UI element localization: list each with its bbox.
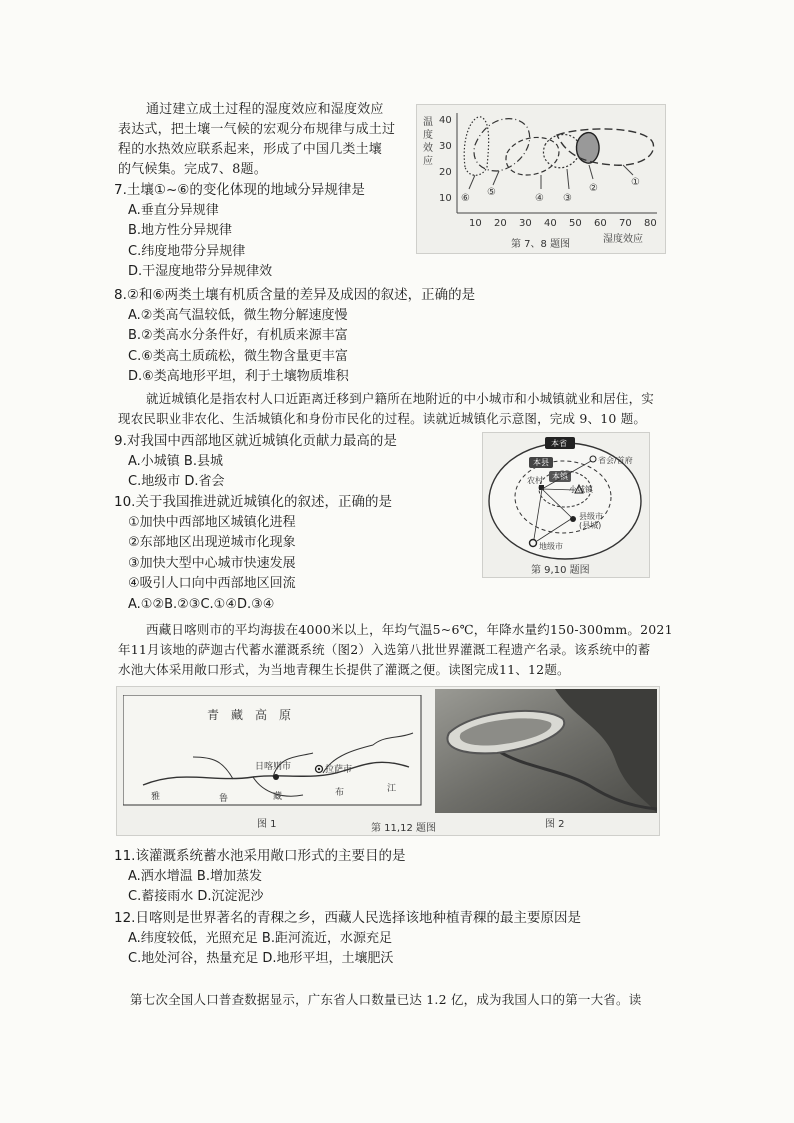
intro-9-10: [118, 389, 700, 429]
question-11: [114, 846, 674, 908]
question-10: [114, 492, 474, 615]
x-tick: 10: [469, 218, 482, 229]
question-7-stem: 7.土壤①~⑥的变化体现的地域分异规律是: [114, 182, 365, 198]
question-7-option-a[interactable]: A.垂直分异规律: [128, 202, 219, 218]
intro-7-8: [118, 100, 418, 180]
town-label: 本镇: [552, 472, 568, 481]
soil-region-3: [543, 135, 579, 168]
x-tick: 80: [644, 218, 657, 229]
figure-9-10-caption: 第 9,10 题图: [531, 565, 590, 576]
intro-9-10-line: 现农民职业非农化、生活城镇化和身份市民化的过程。读就近城镇化示意图，完成 9、10 题。: [118, 411, 647, 426]
figure-2-label: 图 2: [545, 819, 565, 830]
leader-line: [469, 175, 475, 189]
township-label: 小城镇: [569, 485, 593, 494]
leader-line: [567, 169, 569, 189]
soil-marker-3: ③: [563, 193, 572, 204]
figure-7-8: [416, 104, 666, 254]
question-11-option-ab[interactable]: A.洒水增温 B.增加蒸发: [128, 868, 262, 884]
river-char: 江: [387, 784, 397, 794]
question-12-option-cd[interactable]: C.地处河谷，热量充足 D.地形平坦，土壤肥沃: [128, 951, 394, 966]
soil-marker-5: ⑤: [487, 187, 496, 198]
question-8-option-a[interactable]: A.②类高气温较低，微生物分解速度慢: [128, 307, 348, 323]
question-7-option-b[interactable]: B.地方性分异规律: [128, 223, 233, 238]
leader-line: [493, 171, 499, 185]
soil-region-6: [464, 117, 488, 175]
shigatse-point: [273, 774, 279, 780]
question-10-options[interactable]: A.①②B.②③C.①④D.③④: [128, 596, 275, 612]
soil-region-4: [506, 137, 559, 175]
question-11-option-cd[interactable]: C.蓄接雨水 D.沉淀泥沙: [128, 889, 264, 904]
question-11-stem: 11.该灌溉系统蓄水池采用敞口形式的主要目的是: [114, 848, 406, 864]
y-tick: 20: [439, 167, 452, 178]
x-tick: 60: [594, 218, 607, 229]
intro-11-12-line: 水池大体采用敞口形式，为当地青稞生长提供了灌溉之便。读图完成11、12题。: [118, 662, 570, 677]
intro-7-8-line: 的气候集。完成7、8题。: [118, 162, 267, 177]
figure-11-12-caption: 第 11,12 题图: [371, 823, 436, 834]
soil-marker-1: ①: [631, 177, 640, 188]
figure-11-12: [116, 686, 660, 836]
x-tick: 50: [569, 218, 582, 229]
river-char: 鲁: [219, 794, 229, 804]
y-tick: 40: [439, 115, 452, 126]
intro-7-8-line: 程的水热效应联系起来，形成了中国几类土壤: [118, 142, 383, 157]
lhasa-point-center: [318, 768, 320, 770]
question-8-option-b[interactable]: B.②类高水分条件好，有机质来源丰富: [128, 328, 348, 343]
shigatse-label: 日喀则市: [255, 762, 292, 772]
y-label-char: 效: [423, 143, 433, 154]
river-char: 藏: [273, 792, 283, 802]
village-label: 农村: [527, 476, 543, 485]
question-8-option-c[interactable]: C.⑥类高土质疏松，微生物含量更丰富: [128, 348, 348, 364]
leader-line: [589, 165, 593, 179]
question-9: [114, 431, 474, 493]
soil-region-5: [474, 119, 530, 171]
question-8: [114, 285, 714, 388]
figure-1-label: 图 1: [257, 819, 277, 830]
intro-7-8-line: 通过建立成土过程的湿度效应和湿度效应: [146, 102, 384, 117]
province-label: 本省: [551, 439, 567, 448]
question-9-option-ab[interactable]: A.小城镇 B.县城: [128, 453, 223, 469]
figure-9-10: [482, 432, 650, 578]
question-10-item-3: ③加快大型中心城市快速发展: [128, 555, 296, 571]
figure-7-8-chart: [417, 105, 665, 253]
x-tick: 30: [519, 218, 532, 229]
y-label-char: 度: [423, 130, 433, 141]
question-9-stem: 9.对我国中西部地区就近城镇化贡献力最高的是: [114, 433, 397, 449]
figure-9-10-diagram: [483, 433, 649, 577]
county-label: 本县: [533, 458, 549, 467]
question-12: [114, 908, 714, 970]
intro-11-12-line: 西藏日喀则市的平均海拔在4000米以上，年均气温5~6℃，年降水量约150-300mm。2021: [146, 622, 673, 637]
x-axis-label: 湿度效应: [603, 234, 643, 245]
question-7: [114, 180, 414, 283]
photo-figure-2: [435, 689, 657, 813]
soil-marker-6: ⑥: [461, 193, 470, 204]
y-label-char: 应: [423, 156, 433, 167]
river-char: 雅: [151, 792, 161, 802]
x-tick: 20: [494, 218, 507, 229]
y-label-char: 温: [423, 117, 433, 128]
soil-marker-2: ②: [589, 183, 598, 194]
intro-9-10-line: 就近城镇化是指农村人口近距离迁移到户籍所在地附近的中小城市和小城镇就业和居住，实: [146, 391, 655, 406]
question-9-option-cd[interactable]: C.地级市 D.省会: [128, 474, 225, 489]
lhasa-label: 拉萨市: [325, 765, 353, 775]
soil-region-1: [557, 129, 654, 165]
x-tick: 70: [619, 218, 632, 229]
question-8-option-d[interactable]: D.⑥类高地形平坦，利于土壤物质堆积: [128, 369, 349, 384]
question-10-stem: 10.关于我国推进就近城镇化的叙述，正确的是: [114, 494, 392, 510]
question-10-item-4: ④吸引人口向中西部地区回流: [128, 576, 296, 591]
intro-11-12-line: 年11月该地的萨迦古代蓄水灌溉系统（图2）入选第八批世界灌溉工程遗产名录。该系统中的蓄: [118, 642, 651, 657]
next-intro-line: 第七次全国人口普查数据显示，广东省人口数量已达 1.2 亿，成为我国人口的第一大省。读: [130, 992, 642, 1007]
county-city-label: 县级市: [579, 512, 603, 521]
question-12-stem: 12.日喀则是世界著名的青稞之乡，西藏人民选择该地种植青稞的最主要原因是: [114, 910, 581, 926]
county-seat-label: (县城): [579, 521, 602, 530]
y-tick: 30: [439, 141, 452, 152]
intro-11-12: [118, 620, 708, 680]
leader-line: [623, 165, 633, 175]
capital-label: 省会/首府: [598, 456, 633, 465]
x-tick: 40: [544, 218, 557, 229]
question-10-item-1: ①加快中西部地区城镇化进程: [128, 514, 296, 530]
prefecture-label: 地级市: [539, 542, 563, 551]
plateau-label: 青 藏 高 原: [207, 708, 292, 722]
soil-marker-4: ④: [535, 193, 544, 204]
river-char: 布: [335, 788, 345, 798]
intro-7-8-line: 表达式，把土壤一气候的宏观分布规律与成土过: [118, 122, 396, 137]
figure-7-8-caption: 第 7、8 题图: [511, 239, 571, 250]
question-7-option-c[interactable]: C.纬度地带分异规律: [128, 243, 246, 259]
map-figure-1: [123, 695, 423, 815]
question-8-stem: 8.②和⑥两类土壤有机质含量的差异及成因的叙述，正确的是: [114, 287, 476, 303]
y-tick: 10: [439, 193, 452, 204]
question-12-option-ab[interactable]: A.纬度较低，光照充足 B.距河流近，水源充足: [128, 930, 392, 946]
question-10-item-2: ②东部地区出现逆城市化现象: [128, 535, 296, 550]
question-7-option-d[interactable]: D.干湿度地带分异规律效: [128, 264, 273, 279]
